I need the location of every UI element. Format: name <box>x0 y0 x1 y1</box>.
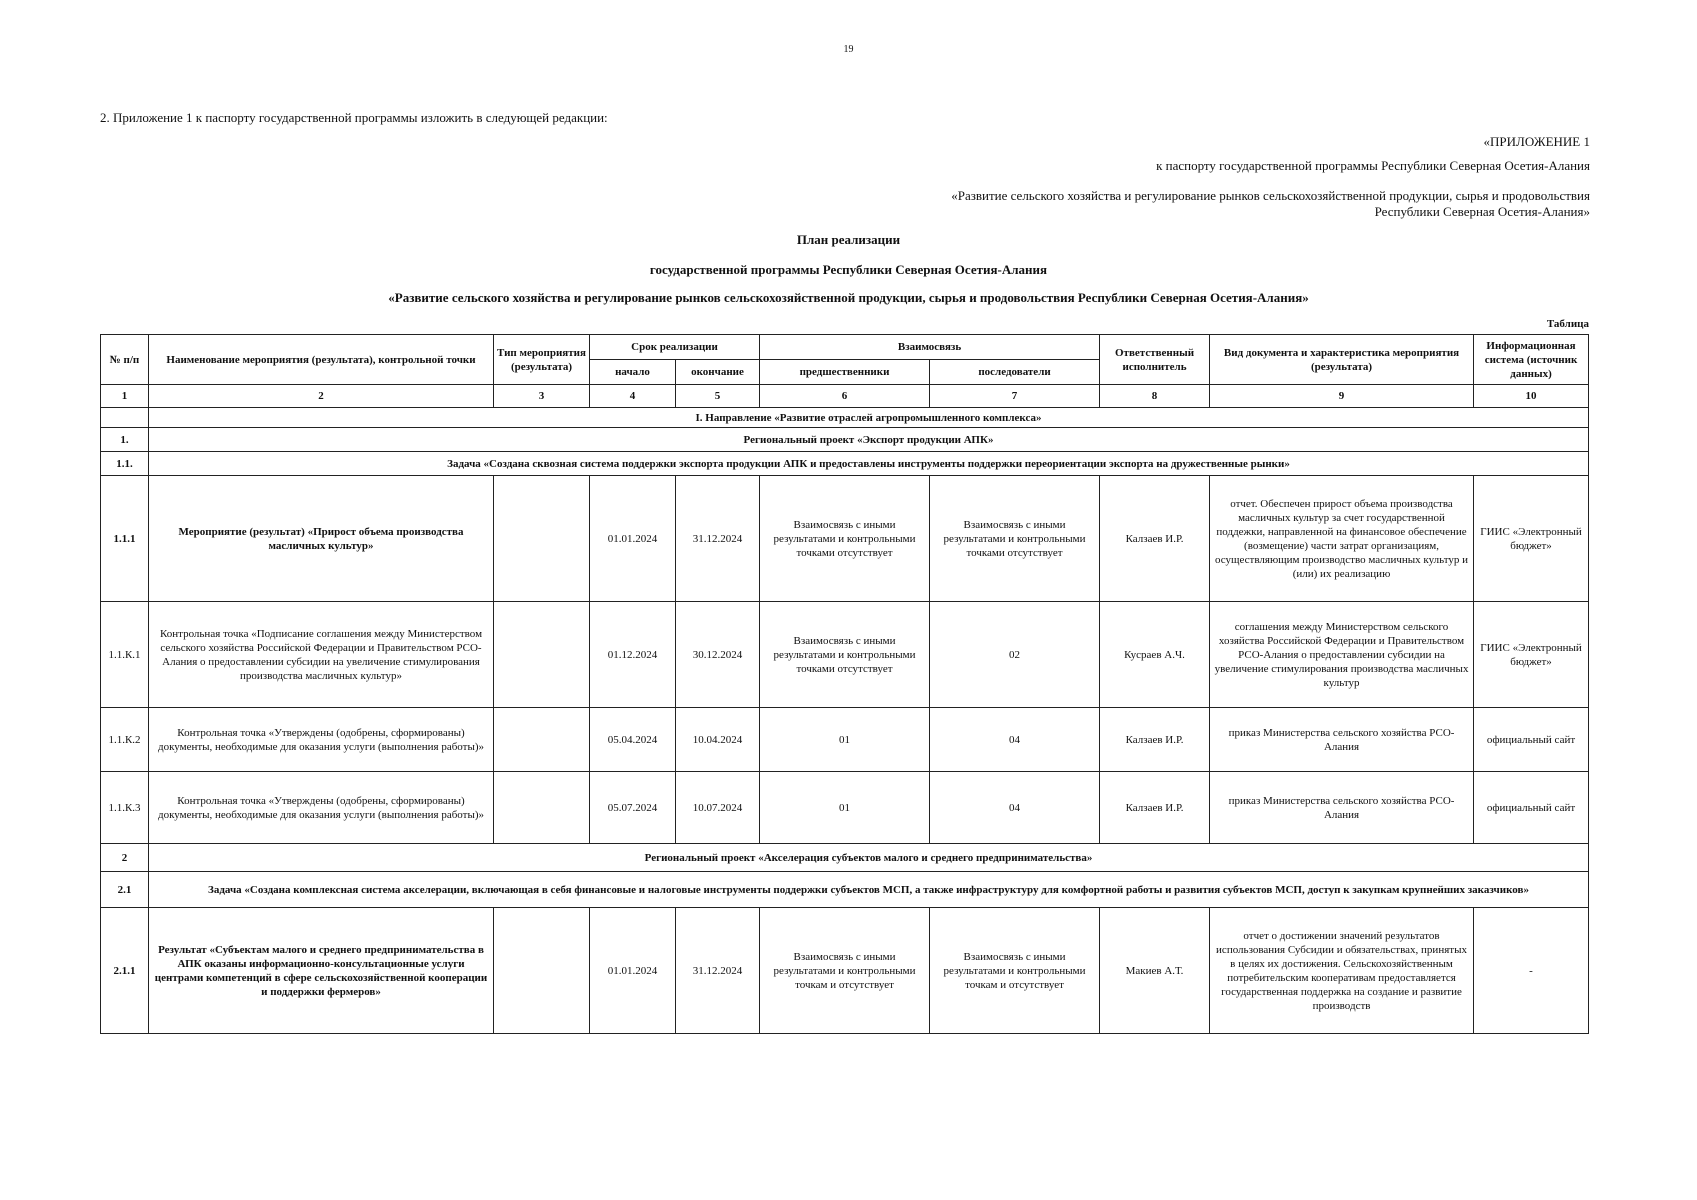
project-title: Региональный проект «Экспорт продукции АПК» <box>149 428 1589 452</box>
row-name: Контрольная точка «Утверждены (одобрены, сформированы) документы, необходимые для оказания услуги (выполнения работы)» <box>149 708 494 772</box>
col-number: 4 <box>590 385 676 408</box>
section-title: I. Направление «Развитие отраслей агропромышленного комплекса» <box>149 408 1589 428</box>
page-number: 19 <box>843 44 854 55</box>
row-num: 1.1.К.1 <box>101 602 149 708</box>
row-name: Контрольная точка «Подписание соглашения между Министерством сельского хозяйства Российской Федерации и Правительством РСО-Алания о предоставлении субсидии на увеличение стимулирования производства масличных культур» <box>149 602 494 708</box>
row-num: 2.1.1 <box>101 908 149 1034</box>
col-number: 10 <box>1474 385 1589 408</box>
row-responsible: Калзаев И.Р. <box>1100 772 1210 844</box>
row-end: 30.12.2024 <box>676 602 760 708</box>
row-type <box>494 708 590 772</box>
row-end: 31.12.2024 <box>676 476 760 602</box>
col-number: 5 <box>676 385 760 408</box>
table-row <box>101 708 1589 772</box>
col-number: 7 <box>930 385 1100 408</box>
column-number-row <box>101 385 1589 408</box>
header-relation: Взаимосвязь <box>760 335 1100 360</box>
row-end: 10.07.2024 <box>676 772 760 844</box>
row-end: 10.04.2024 <box>676 708 760 772</box>
row-start: 01.12.2024 <box>590 602 676 708</box>
row-num: 1.1.1 <box>101 476 149 602</box>
row-start: 01.01.2024 <box>590 476 676 602</box>
table-label: Таблица <box>1546 318 1589 330</box>
row-responsible: Калзаев И.Р. <box>1100 708 1210 772</box>
header-info-system: Информационная система (источник данных) <box>1474 335 1589 385</box>
row-type <box>494 602 590 708</box>
row-prev: Взаимосвязь с иными результатами и контрольными точками отсутствует <box>760 602 930 708</box>
header-responsible: Ответственный исполнитель <box>1100 335 1210 385</box>
project-row <box>101 428 1589 452</box>
row-next: Взаимосвязь с иными результатами и контрольными точкам и отсутствует <box>930 908 1100 1034</box>
row-name: Результат «Субъектам малого и среднего предпринимательства в АПК оказаны информационно-консультационные услуги центрами компетенций в сфере сельскохозяйственной кооперации и поддержки фермеров» <box>149 908 494 1034</box>
table-row <box>101 476 1589 602</box>
header-next: последователи <box>930 360 1100 385</box>
row-name: Мероприятие (результат) «Прирост объема производства масличных культур» <box>149 476 494 602</box>
task-num: 1.1. <box>101 452 149 476</box>
row-info-system: ГИИС «Электронный бюджет» <box>1474 602 1589 708</box>
row-start: 05.07.2024 <box>590 772 676 844</box>
col-number: 8 <box>1100 385 1210 408</box>
row-document: приказ Министерства сельского хозяйства РСО-Алания <box>1210 772 1474 844</box>
row-num: 1.1.К.2 <box>101 708 149 772</box>
row-next: 04 <box>930 772 1100 844</box>
row-end: 31.12.2024 <box>676 908 760 1034</box>
project-row <box>101 844 1589 872</box>
header-row-1 <box>101 335 1589 360</box>
task-title: Задача «Создана комплексная система акселерации, включающая в себя финансовые и налоговые инструменты поддержки субъектов МСП, а также инфраструктуру для комфортной работы и развития субъектов МСП, доступ к закупкам крупнейших заказчиков» <box>149 872 1589 908</box>
row-start: 01.01.2024 <box>590 908 676 1034</box>
header-type: Тип мероприятия (результата) <box>494 335 590 385</box>
plan-program-name: «Развитие сельского хозяйства и регулирование рынков сельскохозяйственной продукции, сырья и продовольствия Республики Северная Осетия-Алания» <box>388 290 1309 305</box>
header-num: № п/п <box>101 335 149 385</box>
row-type <box>494 772 590 844</box>
header-end: окончание <box>676 360 760 385</box>
task-row <box>101 872 1589 908</box>
intro-text: 2. Приложение 1 к паспорту государственной программы изложить в следующей редакции: <box>100 110 608 125</box>
row-prev: Взаимосвязь с иными результатами и контрольными точкам и отсутствует <box>760 908 930 1034</box>
plan-table <box>100 334 1589 1034</box>
row-next: 02 <box>930 602 1100 708</box>
header-term: Срок реализации <box>590 335 760 360</box>
row-prev: 01 <box>760 708 930 772</box>
row-document: соглашения между Министерством сельского хозяйства Российской Федерации и Правительством РСО-Алания о предоставлении субсидии на увеличение стимулирования производства масличных культур <box>1210 602 1474 708</box>
row-responsible: Кусраев А.Ч. <box>1100 602 1210 708</box>
table-row <box>101 602 1589 708</box>
row-info-system: - <box>1474 908 1589 1034</box>
project-title: Региональный проект «Акселерация субъектов малого и среднего предпринимательства» <box>149 844 1589 872</box>
row-document: приказ Министерства сельского хозяйства РСО-Алания <box>1210 708 1474 772</box>
table-row <box>101 908 1589 1034</box>
row-next: 04 <box>930 708 1100 772</box>
header-prev: предшественники <box>760 360 930 385</box>
task-num: 2.1 <box>101 872 149 908</box>
project-num: 2 <box>101 844 149 872</box>
row-prev: 01 <box>760 772 930 844</box>
section-num-cell <box>101 408 149 428</box>
row-responsible: Макиев А.Т. <box>1100 908 1210 1034</box>
appendix-reference: к паспорту государственной программы Республики Северная Осетия-Алания <box>1156 158 1590 173</box>
col-number: 9 <box>1210 385 1474 408</box>
project-num: 1. <box>101 428 149 452</box>
row-info-system: ГИИС «Электронный бюджет» <box>1474 476 1589 602</box>
plan-subtitle: государственной программы Республики Северная Осетия-Алания <box>649 262 1048 277</box>
col-number: 2 <box>149 385 494 408</box>
appendix-program-line2: Республики Северная Осетия-Алания» <box>1374 204 1590 219</box>
row-type <box>494 908 590 1034</box>
appendix-heading: «ПРИЛОЖЕНИЕ 1 <box>1483 134 1590 149</box>
row-info-system: официальный сайт <box>1474 708 1589 772</box>
col-number: 6 <box>760 385 930 408</box>
row-prev: Взаимосвязь с иными результатами и контрольными точками отсутствует <box>760 476 930 602</box>
row-document: отчет. Обеспечен прирост объема производства масличных культур за счет государственной поддежки, направленной на финансовое обеспечение (возмещение) части затрат организациям, осуществляющим производство масличных культур и (или) их реализацию <box>1210 476 1474 602</box>
header-start: начало <box>590 360 676 385</box>
table-row <box>101 772 1589 844</box>
row-start: 05.04.2024 <box>590 708 676 772</box>
task-title: Задача «Создана сквозная система поддержки экспорта продукции АПК и предоставлены инструменты поддержки переориентации экспорта на дружественные рынки» <box>149 452 1589 476</box>
row-document: отчет о достижении значений результатов использования Субсидии и обязательствах, принятых в целях их достижения. Сельскохозяйственным потребительским кооперативам предоставляется государственная поддержка на создание и развитие производств <box>1210 908 1474 1034</box>
appendix-program-name <box>951 188 1590 220</box>
appendix-program-line1: «Развитие сельского хозяйства и регулирование рынков сельскохозяйственной продукции, сырья и продовольствия <box>951 188 1590 203</box>
col-number: 1 <box>101 385 149 408</box>
row-name: Контрольная точка «Утверждены (одобрены, сформированы) документы, необходимые для оказания услуги (выполнения работы)» <box>149 772 494 844</box>
row-num: 1.1.К.3 <box>101 772 149 844</box>
row-type <box>494 476 590 602</box>
row-info-system: официальный сайт <box>1474 772 1589 844</box>
header-document: Вид документа и характеристика мероприятия (результата) <box>1210 335 1474 385</box>
row-next: Взаимосвязь с иными результатами и контрольными точками отсутствует <box>930 476 1100 602</box>
section-row <box>101 408 1589 428</box>
header-name: Наименование мероприятия (результата), контрольной точки <box>149 335 494 385</box>
col-number: 3 <box>494 385 590 408</box>
task-row <box>101 452 1589 476</box>
plan-title: План реализации <box>796 232 901 247</box>
row-responsible: Калзаев И.Р. <box>1100 476 1210 602</box>
